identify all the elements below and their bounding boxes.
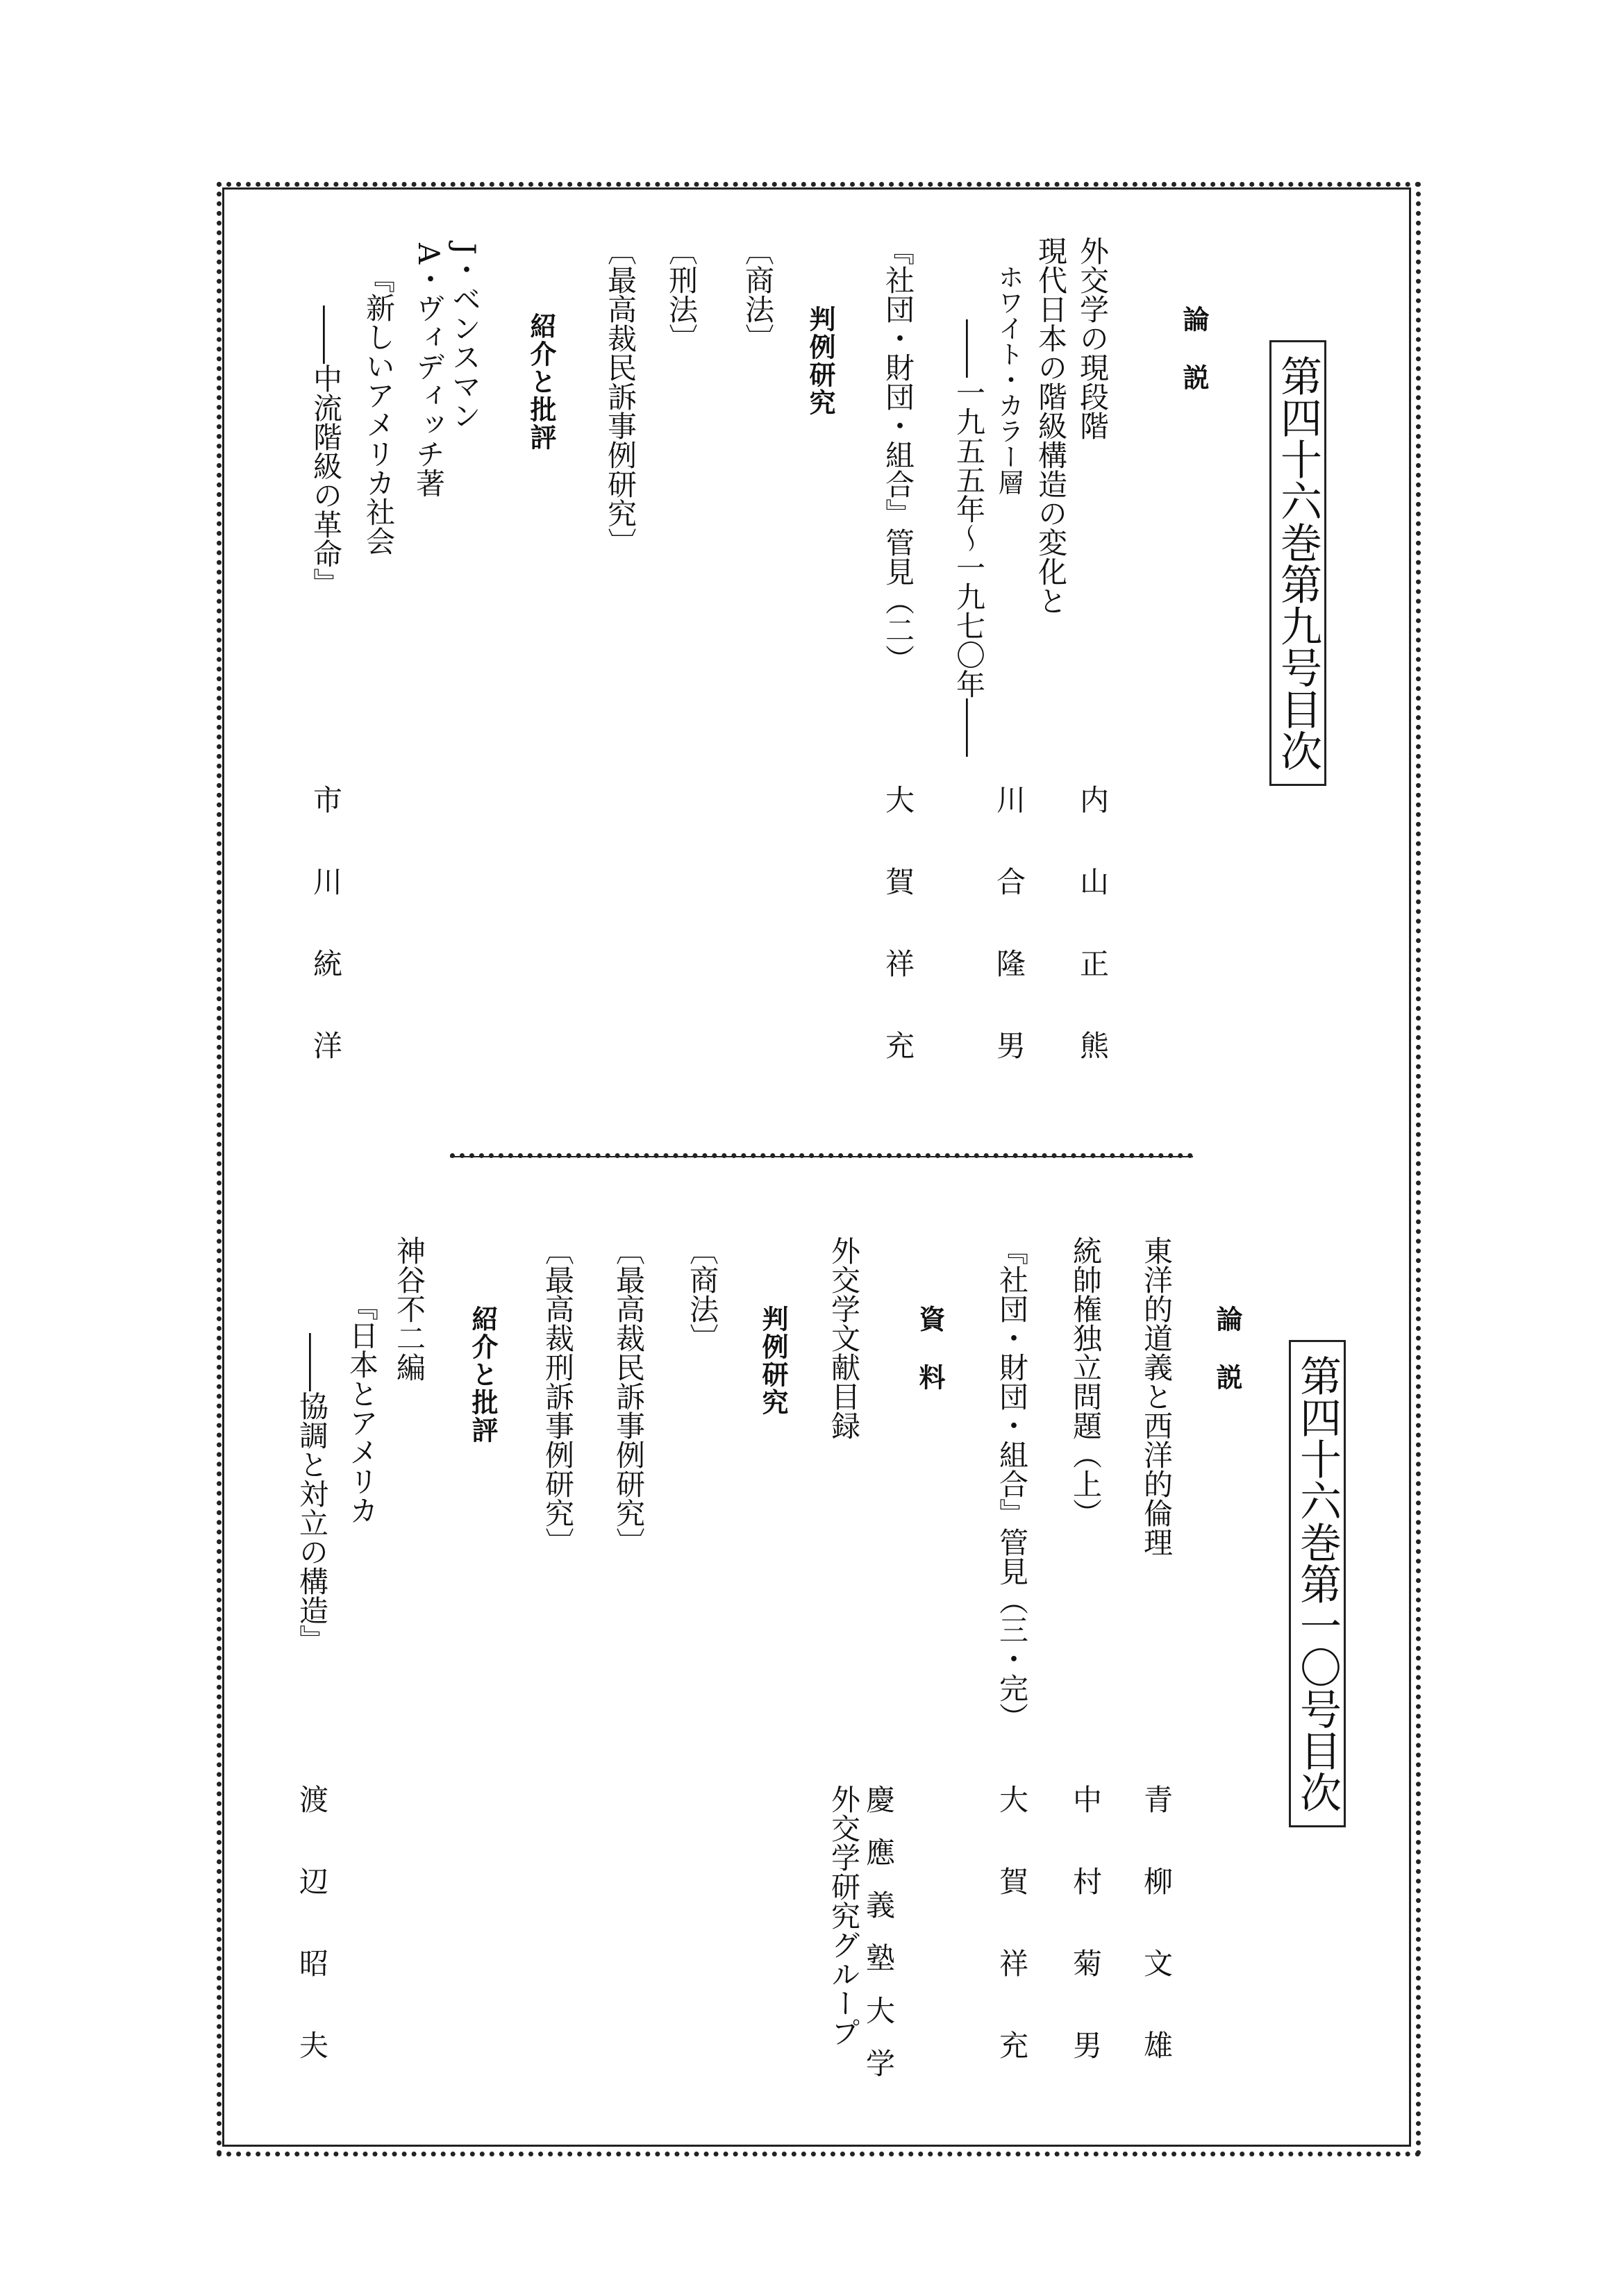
issue-10-article-1-title: 東洋的道義と西洋的倫理 [1140, 1236, 1174, 1557]
issue-9-case-study-2: 〔刑法〕 [665, 236, 699, 353]
issue-10-section-shiryo: 資料 [915, 1305, 945, 1422]
issue-9-article-2-title-line-3: ――一九五五年～一九七〇年―― [952, 319, 986, 757]
issue-9-article-2-title-line-2: ホワイト・カラー層 [994, 264, 1024, 495]
issue-9-section-shokai: 紹介と批評 [526, 312, 556, 451]
issue-10-case-study-2: 〔最高裁民訴事例研究〕 [612, 1236, 646, 1557]
issue-9-title: 第四十六巻第九号目次 [1269, 340, 1326, 786]
issue-9-book-title-line-1: 『新しいアメリカ社会 [362, 264, 396, 555]
issue-10-article-1-author: 青柳文雄 [1140, 1784, 1174, 2112]
issue-9-section-hanrei: 判例研究 [805, 305, 835, 417]
issue-10-section-hanrei: 判例研究 [758, 1305, 788, 1416]
issue-9-article-3-title: 『社団・財団・組合』管見（二） [881, 236, 915, 673]
issue-10-article-3-title: 『社団・財団・組合』管見（三・完） [995, 1236, 1029, 1732]
issue-9-article-3-author: 大賀祥充 [881, 785, 915, 1112]
issue-10-case-study-3: 〔最高裁刑訴事例研究〕 [541, 1236, 575, 1557]
issue-10-section-ronsetsu: 論説 [1212, 1305, 1242, 1422]
section-divider-line [450, 1156, 1193, 1157]
issue-10-material-title: 外交学文献目録 [827, 1236, 861, 1440]
issue-10-section-shokai: 紹介と批評 [467, 1305, 498, 1444]
issue-9-book-title-line-2: ――中流階級の革命』 [309, 305, 343, 597]
issue-9-article-2-title-line-1: 現代日本の階級構造の変化と [1034, 236, 1068, 615]
issue-9-book-author-1: J・ベンスマン [448, 243, 482, 430]
issue-10-article-2-title: 統帥権独立問題（上） [1069, 1236, 1103, 1527]
page-border-inner [222, 187, 1411, 2147]
issue-10-case-study-1: 〔商法〕 [685, 1236, 719, 1352]
issue-9-section-ronsetsu: 論説 [1178, 305, 1209, 422]
issue-10-book-editor: 神谷不二編 [392, 1236, 426, 1382]
issue-10-material-author-2: 外交学研究グループ [827, 1784, 861, 2047]
issue-10-book-reviewer: 渡辺昭夫 [295, 1784, 329, 2112]
issue-10-material-author-1: 慶應義塾大学 [862, 1784, 896, 2101]
issue-9-article-1-title: 外交学の現段階 [1076, 236, 1110, 440]
issue-10-book-title-line-2: ――協調と対立の構造』 [295, 1333, 329, 1654]
issue-9-article-1-author: 内山正熊 [1076, 785, 1110, 1112]
issue-9-case-study-3: 〔最高裁民訴事例研究〕 [603, 236, 637, 557]
issue-10-book-title-line-1: 『日本とアメリカ [345, 1291, 379, 1525]
issue-9-case-study-1: 〔商法〕 [741, 236, 775, 353]
issue-10-article-3-author: 大賀祥充 [995, 1784, 1029, 2112]
issue-10-title: 第四十六巻第一〇号目次 [1289, 1340, 1346, 1827]
issue-9-book-author-2: A・ヴィディッチ著 [412, 243, 446, 498]
issue-9-article-2-author: 川合隆男 [992, 785, 1026, 1112]
issue-10-article-2-author: 中村菊男 [1069, 1784, 1103, 2112]
issue-9-book-reviewer: 市川統洋 [309, 785, 343, 1112]
